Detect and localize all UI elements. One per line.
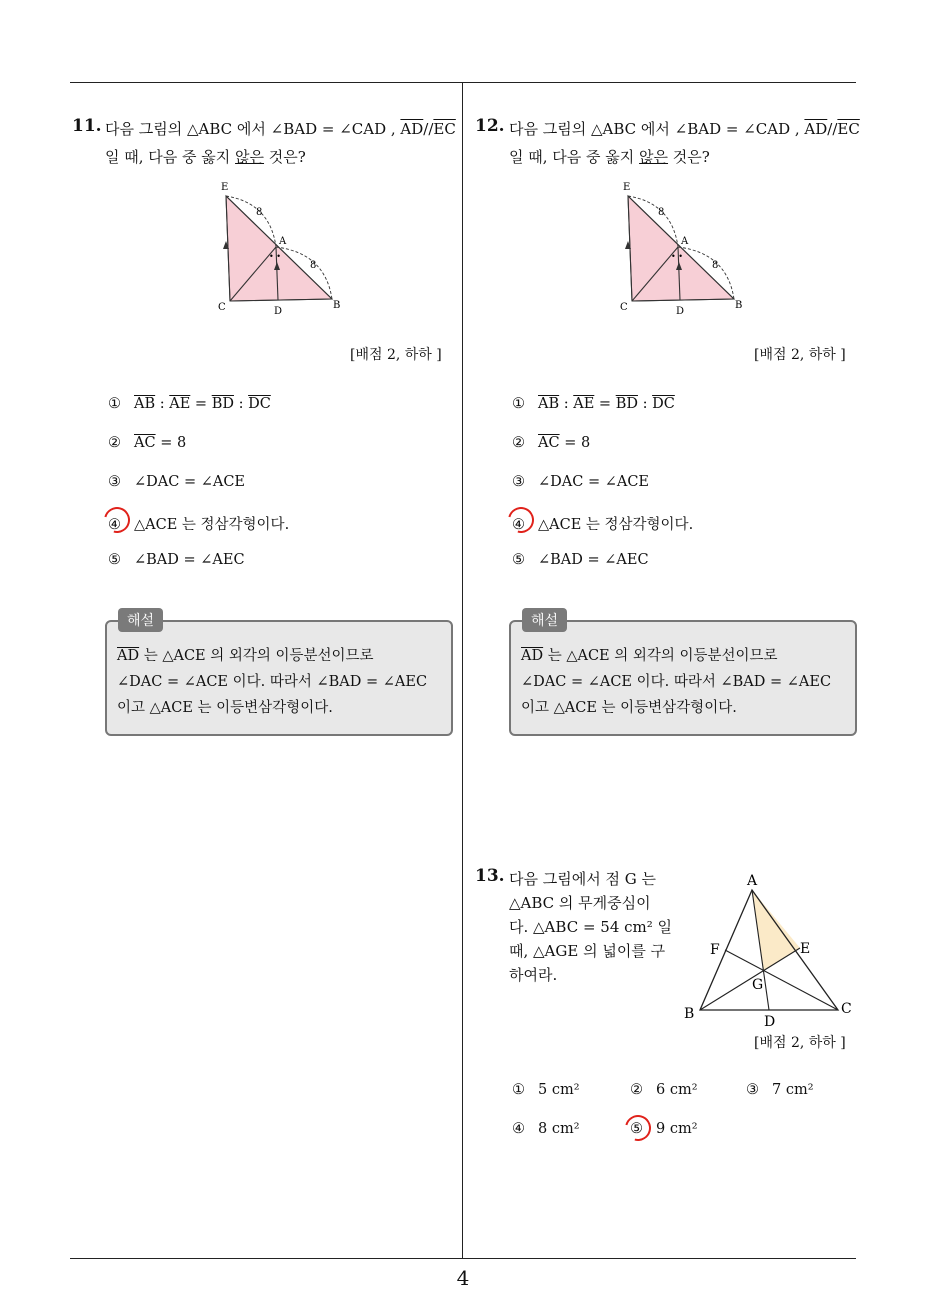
question-text-line1: 다음 그림의 △ABC 에서 ∠BAD = ∠CAD , $\overline{AD}//\overline{EC}$ [105, 120, 456, 138]
label-d: D [764, 1014, 776, 1030]
label-a: A [279, 236, 287, 247]
label-a: A [681, 236, 689, 247]
question-text-line2: 일 때, 다음 중 옳지 않은 것은? [105, 148, 306, 166]
label-b: B [735, 300, 743, 311]
label-c: C [218, 302, 226, 313]
triangle-age-fill [752, 890, 800, 971]
question-text-line4: 때, △AGE 의 넓이를 구 [509, 942, 666, 960]
choice-3[interactable]: ③ ∠DAC = ∠ACE [512, 474, 650, 490]
label-d: D [676, 306, 685, 317]
choice-3[interactable]: ③ ∠DAC = ∠ACE [108, 474, 246, 490]
explanation-tag: 해설 [118, 608, 163, 632]
label-c: C [620, 302, 628, 313]
label-g: G [752, 977, 764, 993]
triangle-figure [612, 178, 752, 318]
choice-4[interactable]: ④ △ACE 는 정삼각형이다. [512, 517, 694, 533]
question-text-line1: 다음 그림의 △ABC 에서 ∠BAD = ∠CAD , $\overline{AD}//\overline{EC}$ [509, 120, 860, 138]
explanation-line1: $\overline{AD}$ 는 △ACE 의 외각의 이등분선이므로 [117, 648, 374, 664]
question-text-line2: △ABC 의 무게중심이 [509, 894, 651, 912]
label-len-ab: 8 [712, 260, 719, 271]
choice-4[interactable]: ④ 8 cm² [512, 1121, 580, 1137]
score-label: [배점 2, 하하 ] [754, 1035, 846, 1051]
question-number: 13. [475, 866, 505, 886]
page-number: 4 [456, 1266, 470, 1290]
choice-2[interactable]: ② $\overline{AC} = 8$ [108, 435, 187, 451]
explanation-tag: 해설 [522, 608, 567, 632]
label-b: B [684, 1006, 695, 1022]
label-len-ab: 8 [310, 260, 317, 271]
choice-2[interactable]: ② $\overline{AC} = 8$ [512, 435, 591, 451]
top-rule [70, 82, 856, 83]
question-number: 11. [72, 116, 102, 136]
choice-4[interactable]: ④ △ACE 는 정삼각형이다. [108, 517, 290, 533]
explanation-line3: 이고 △ACE 는 이등변삼각형이다. [521, 700, 737, 716]
label-f: F [710, 942, 720, 958]
label-e: E [221, 182, 229, 193]
label-c: C [841, 1001, 852, 1017]
triangle-figure [210, 178, 350, 318]
choice-1[interactable]: ① 5 cm² [512, 1082, 580, 1098]
angle-mark: • • [269, 252, 281, 261]
explanation-line1: $\overline{AD}$ 는 △ACE 의 외각의 이등분선이므로 [521, 648, 778, 664]
question-text-line1: 다음 그림에서 점 G 는 [509, 870, 656, 888]
choice-2[interactable]: ② 6 cm² [630, 1082, 698, 1098]
choice-3[interactable]: ③ 7 cm² [746, 1082, 814, 1098]
question-text-line2: 일 때, 다음 중 옳지 않은 것은? [509, 148, 710, 166]
question-number: 12. [475, 116, 505, 136]
column-divider [462, 82, 463, 1258]
explanation-line3: 이고 △ACE 는 이등변삼각형이다. [117, 700, 333, 716]
label-d: D [274, 306, 283, 317]
score-label: [배점 2, 하하 ] [754, 347, 846, 363]
choice-1[interactable]: ① $\overline{AB}$ : $\overline{AE} = \overline{BD}$ : $\overline{DC}$ [512, 396, 675, 412]
question-text-line3: 다. △ABC = 54 cm² 일 [509, 918, 673, 936]
choice-5[interactable]: ⑤ ∠BAD = ∠AEC [512, 552, 649, 568]
label-e: E [623, 182, 631, 193]
label-e: E [800, 941, 811, 957]
explanation-line2: ∠DAC = ∠ACE 이다. 따라서 ∠BAD = ∠AEC [117, 674, 428, 690]
choice-5[interactable]: ⑤ ∠BAD = ∠AEC [108, 552, 245, 568]
score-label: [배점 2, 하하 ] [350, 347, 442, 363]
label-b: B [333, 300, 341, 311]
question-text-line5: 하여라. [509, 966, 558, 984]
angle-mark: • • [671, 252, 683, 261]
explanation-line2: ∠DAC = ∠ACE 이다. 따라서 ∠BAD = ∠AEC [521, 674, 832, 690]
label-len-ea: 8 [256, 207, 263, 218]
label-a: A [747, 873, 758, 889]
bottom-rule [70, 1258, 856, 1259]
choice-1[interactable]: ① $\overline{AB}$ : $\overline{AE} = \overline{BD}$ : $\overline{DC}$ [108, 396, 271, 412]
answer-circle [620, 1110, 656, 1146]
choice-5[interactable]: ⑤ 9 cm² [630, 1121, 698, 1137]
centroid-figure [680, 868, 860, 1033]
label-len-ea: 8 [658, 207, 665, 218]
